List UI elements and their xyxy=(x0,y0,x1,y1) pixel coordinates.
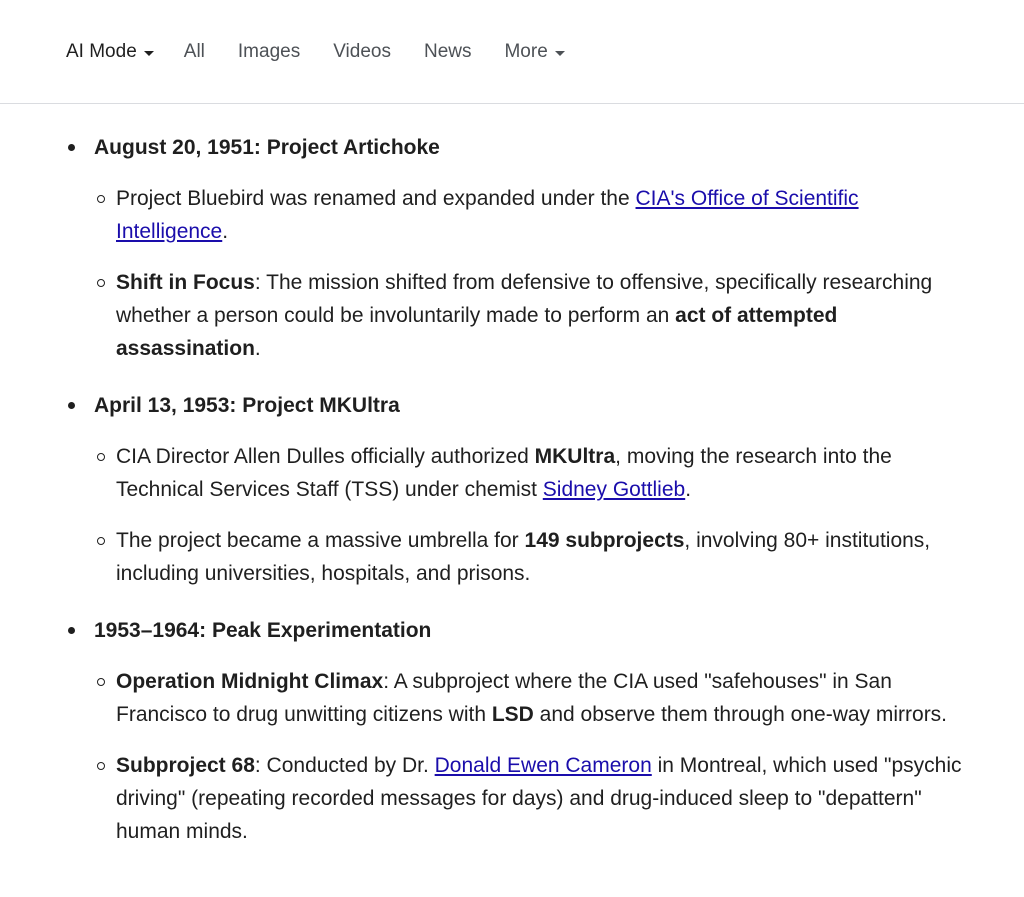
hollow-bullet-icon xyxy=(97,537,105,545)
timeline-item xyxy=(0,131,1024,365)
tab-ai-mode[interactable] xyxy=(66,41,154,63)
tab-more[interactable] xyxy=(504,41,564,63)
link-donald-ewen-cameron[interactable]: Donald Ewen Cameron xyxy=(434,754,652,777)
item-text: The project became a massive umbrella for xyxy=(116,529,525,552)
search-tabs-bar xyxy=(0,0,1024,104)
hollow-bullet-icon xyxy=(97,762,105,770)
item-bold-text: Shift in Focus xyxy=(116,271,255,294)
tab-all[interactable] xyxy=(184,41,205,63)
list-item xyxy=(0,524,1024,590)
bullet-icon xyxy=(68,144,75,151)
item-text: in Montreal, which used "psychic driving" (repeating recorded messages for days) and drug-induced sleep to "depattern" human minds. xyxy=(116,754,962,843)
item-text: . xyxy=(685,478,692,501)
link-sidney-gottlieb[interactable]: Sidney Gottlieb xyxy=(542,478,686,501)
timeline-item-title: April 13, 1953: Project MKUltra xyxy=(94,394,400,417)
bullet-icon xyxy=(68,402,75,409)
list-item xyxy=(0,749,1024,848)
link-cia-osi[interactable]: CIA's Office of Scientific Intelligence xyxy=(116,187,859,243)
timeline-item xyxy=(0,614,1024,848)
tab-more-label: More xyxy=(504,41,548,62)
list-item xyxy=(0,440,1024,506)
timeline-sublist xyxy=(94,182,1024,365)
ai-response-content xyxy=(0,104,1024,897)
timeline-item-title: August 20, 1951: Project Artichoke xyxy=(94,136,440,159)
item-text: . xyxy=(254,337,261,360)
item-text: Project Bluebird was renamed and expanded under the xyxy=(116,187,636,210)
item-text: : Conducted by Dr. xyxy=(254,754,435,777)
hollow-bullet-icon xyxy=(97,279,105,287)
chevron-down-icon xyxy=(144,51,154,56)
hollow-bullet-icon xyxy=(97,678,105,686)
list-item xyxy=(0,665,1024,731)
item-text: , moving the research into the Technical Services Staff (TSS) under chemist xyxy=(116,445,892,501)
tab-videos[interactable] xyxy=(333,41,391,63)
list-item xyxy=(0,182,1024,248)
item-text: and observe them through one-way mirrors. xyxy=(533,703,948,726)
hollow-bullet-icon xyxy=(97,453,105,461)
tabs-row xyxy=(66,41,565,63)
timeline-item xyxy=(0,389,1024,590)
tab-images[interactable] xyxy=(238,41,300,63)
item-text: . xyxy=(222,220,229,243)
timeline-sublist xyxy=(94,665,1024,848)
tab-news[interactable] xyxy=(424,41,472,63)
tab-ai-mode-label: AI Mode xyxy=(66,41,137,62)
item-text: , involving 80+ institutions, including universities, hospitals, and prisons. xyxy=(116,529,931,585)
timeline-sublist xyxy=(94,440,1024,590)
tab-videos-label: Videos xyxy=(333,41,391,62)
bullet-icon xyxy=(68,627,75,634)
tab-images-label: Images xyxy=(237,41,301,62)
list-item xyxy=(0,266,1024,365)
timeline-list xyxy=(0,131,1024,848)
item-text: : A subproject where the CIA used "safehouses" in San Francisco to drug unwitting citizens with xyxy=(116,670,892,726)
chevron-down-icon xyxy=(555,51,565,56)
hollow-bullet-icon xyxy=(97,195,105,203)
timeline-item-title: 1953–1964: Peak Experimentation xyxy=(94,619,432,642)
tab-all-label: All xyxy=(183,41,205,62)
item-bold-text: Subproject 68 xyxy=(116,754,255,777)
item-text: CIA Director Allen Dulles officially authorized xyxy=(116,445,535,468)
item-bold-text: MKUltra xyxy=(534,445,616,468)
item-bold-text: act of attempted assassination xyxy=(116,304,838,360)
item-text: : The mission shifted from defensive to offensive, specifically researching whether a person could be involuntarily made to perform an xyxy=(116,271,933,327)
item-bold-text: Operation Midnight Climax xyxy=(116,670,384,693)
item-bold-text: LSD xyxy=(491,703,534,726)
tab-news-label: News xyxy=(423,41,472,62)
item-bold-text: 149 subprojects xyxy=(524,529,685,552)
